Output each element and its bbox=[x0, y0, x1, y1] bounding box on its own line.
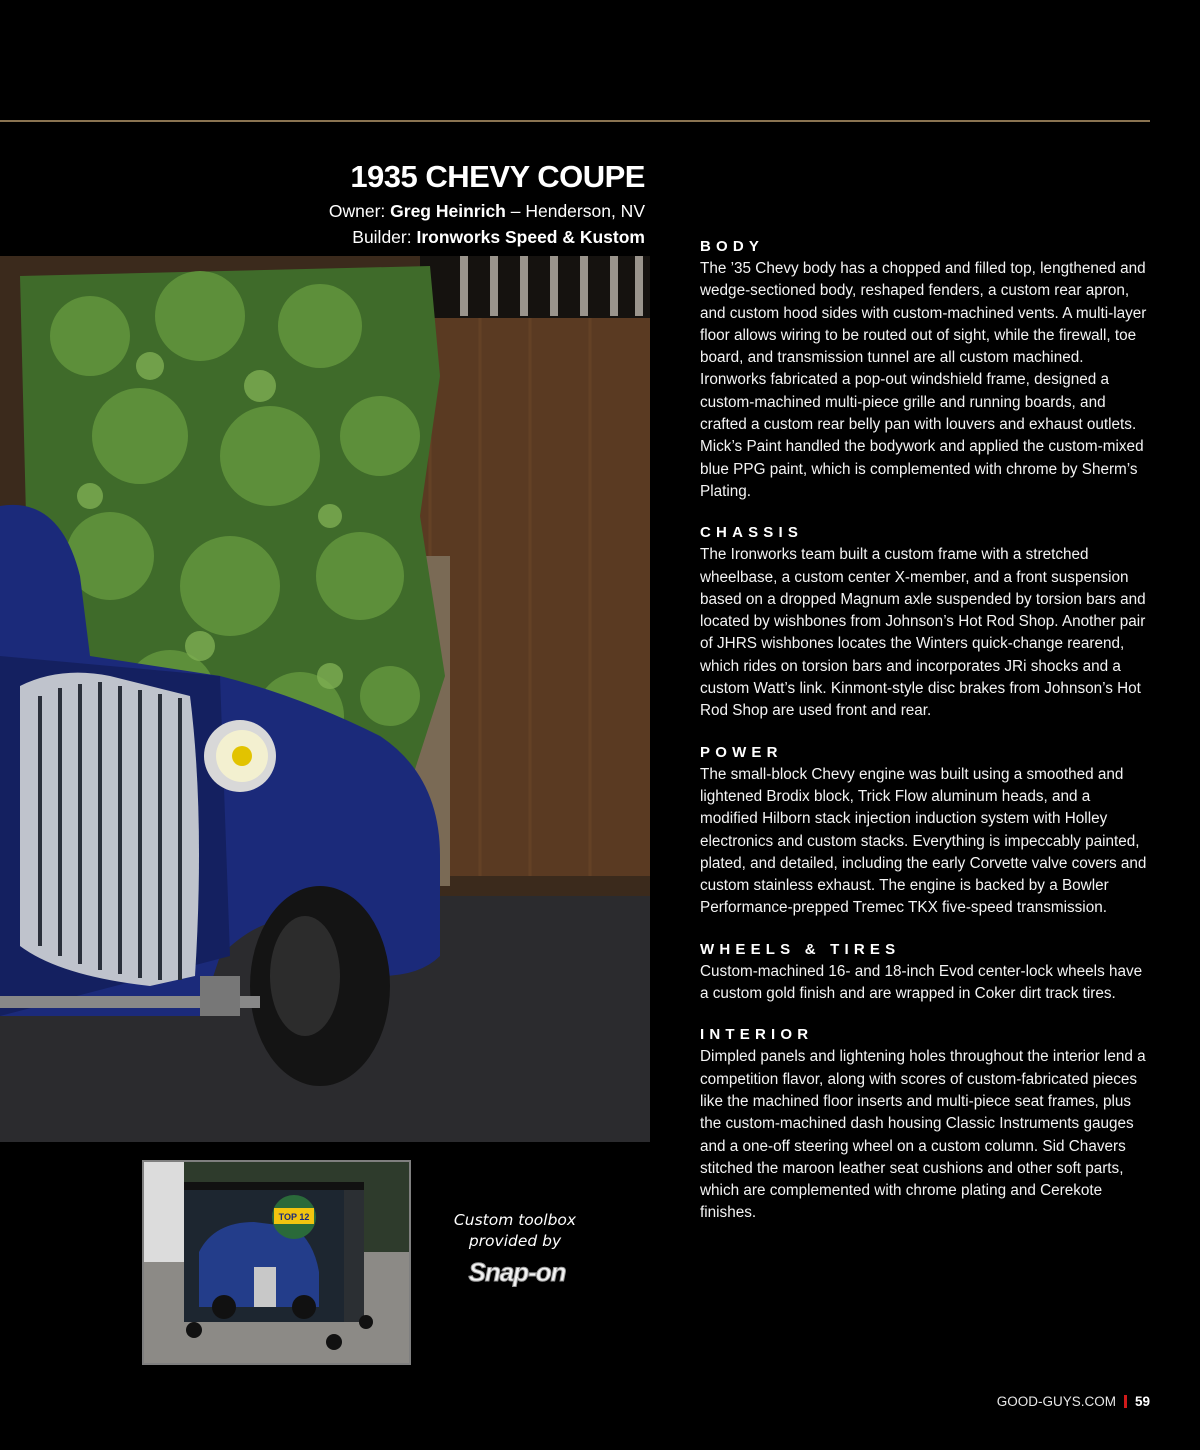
section-interior bbox=[700, 1024, 1152, 1224]
section-heading: CHASSIS bbox=[700, 524, 804, 542]
section-power bbox=[700, 742, 1152, 920]
section-text: Dimpled panels and lightening holes throughout the interior lend a competition flavor, along with scores of custom-fabricated pieces like the machined floor inserts and multi-piece seat frames, plus the custom-machined dash housing Classic Instruments gauges and a one-off steering wheel on a custom column. Sid Chavers stitched the maroon leather seat cushions and other soft parts, which are complemented with chrome plating and Cerekote finishes. bbox=[700, 1048, 1146, 1222]
builder-name: Ironworks Speed & Kustom bbox=[416, 227, 645, 247]
owner-label: Owner: bbox=[328, 201, 386, 221]
owner-name: Greg Heinrich bbox=[390, 201, 506, 221]
section-heading: BODY bbox=[700, 238, 765, 255]
title-block bbox=[329, 158, 645, 250]
page-number: 59 bbox=[1134, 1394, 1150, 1409]
article-body bbox=[700, 236, 1152, 1244]
top-rule bbox=[0, 120, 1150, 122]
folio-divider bbox=[1124, 1395, 1127, 1408]
toolbox-photo bbox=[142, 1160, 411, 1365]
owner-location: – Henderson, NV bbox=[510, 201, 645, 221]
section-text: The ’35 Chevy body has a chopped and filled top, lengthened and wedge-sectioned body, reshaped fenders, a custom rear apron, and custom hood sides with custom-machined vents. A multi-layer floor allows wiring to be routed out of sight, while the firewall, toe board, and transmission tunnel are all custom machined. Ironworks fabricated a pop-out windshield frame, designed a custom-machined multi-piece grille and running boards, and crafted a custom rear belly pan with louvers and exhaust outlets. Mick’s Paint handled the bodywork and applied the custom-mixed blue PPG paint, which is complemented with chrome by Sherm’s Plating. bbox=[700, 260, 1147, 500]
hero-photo bbox=[0, 256, 650, 1142]
section-text: The small-block Chevy engine was built using a smoothed and lightened Brodix block, Trick Flow aluminum heads, and a modified Hilborn stack injection induction system with Holley electronics and custom stacks. Everything is impeccably painted, plated, and detailed, including the early Corvette valve covers and custom stainless exhaust. The engine is backed by a Bowler Performance-prepped Tremec TKX five-speed transmission. bbox=[700, 765, 1147, 917]
section-chassis bbox=[700, 522, 1152, 722]
snap-on-logo: Snap-on bbox=[468, 1257, 566, 1287]
site-name: GOOD-GUYS.COM bbox=[996, 1394, 1116, 1409]
builder-label: Builder: bbox=[352, 227, 412, 247]
section-wheels-tires bbox=[700, 939, 1152, 1006]
owner-line bbox=[329, 198, 645, 224]
section-text: The Ironworks team built a custom frame with a stretched wheelbase, a custom center X-member, and a front suspension based on a dropped Magnum axle suspended by torsion bars and located by wishbones from Johnson’s Hot Rod Shop. Another pair of JHRS wishbones locates the Winters quick-change rearend, which rides on torsion bars and incorporates JRi shocks and a custom Watt’s link. Kinmont-style disc brakes from Johnson’s Hot Rod Shop are used front and rear. bbox=[700, 546, 1146, 720]
section-heading: INTERIOR bbox=[700, 1026, 814, 1044]
toolbox-badge: TOP 12 bbox=[278, 1212, 310, 1222]
toolbox-caption: Custom toolbox provided by bbox=[453, 1211, 577, 1250]
section-heading: POWER bbox=[700, 743, 783, 761]
builder-line bbox=[329, 224, 645, 250]
section-body bbox=[700, 236, 1152, 503]
section-text: Custom-machined 16- and 18-inch Evod center-lock wheels have a custom gold finish and are wrapped in Coker dirt track tires. bbox=[700, 962, 1143, 1003]
page-folio bbox=[997, 1394, 1150, 1409]
page-title: 1935 CHEVY COUPE bbox=[350, 159, 645, 194]
section-heading: WHEELS & TIRES bbox=[700, 940, 901, 958]
